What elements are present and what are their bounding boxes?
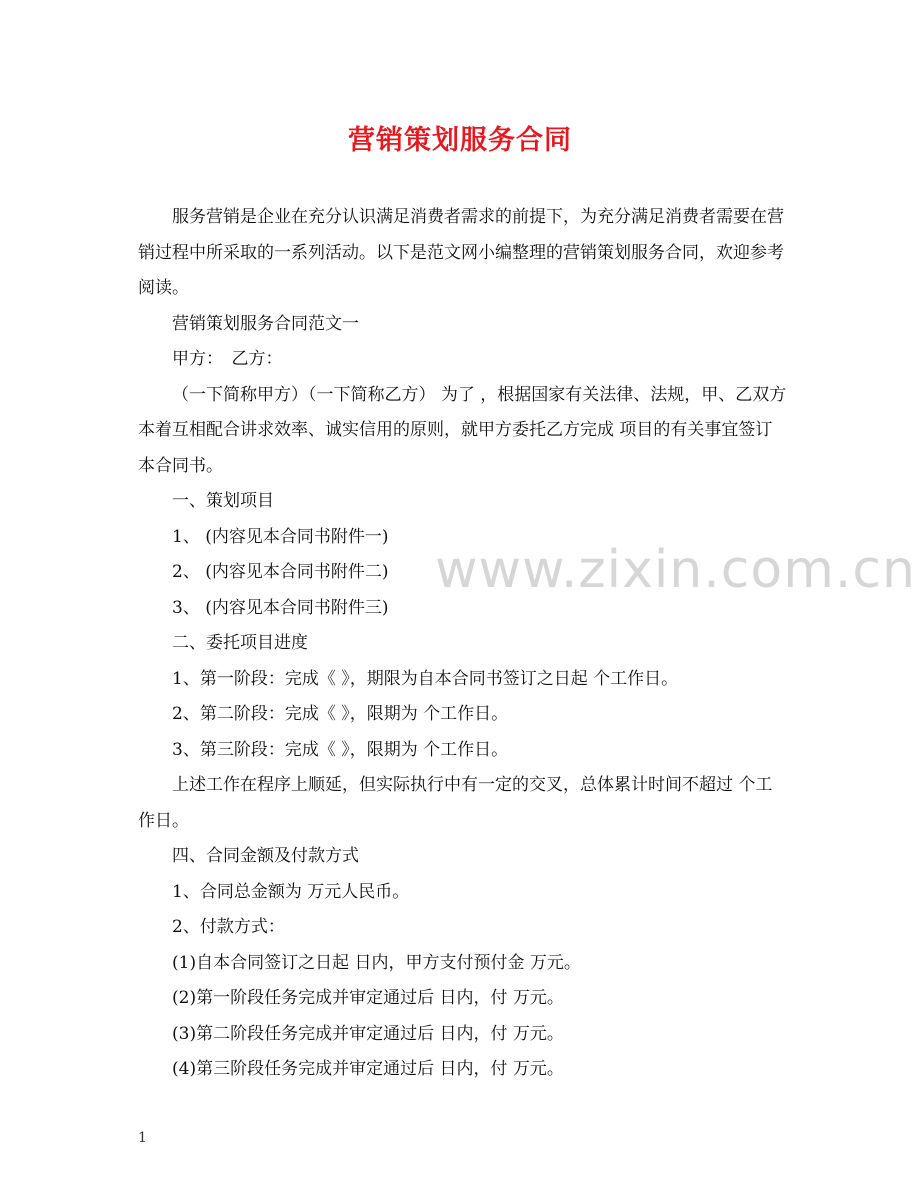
list-item: 2、 (内容见本合同书附件二) (172, 562, 389, 582)
paragraph: 营销策划服务合同范文一 (172, 313, 359, 334)
document-body (138, 200, 788, 1088)
list-item: 1、第一阶段：完成《 》，期限为自本合同书签订之日起 个工作日。 (172, 668, 679, 689)
paragraph: 甲方： 乙方： (172, 349, 283, 369)
paragraph: （一下简称甲方）（一下简称乙方） 为了 ，根据国家有关法律、法规，甲、乙双方本着互相配合讲求效率、诚实信用的原则，就甲方委托乙方完成 项目的有关事宜签订本合同书。 (138, 384, 787, 476)
list-item: 3、第三阶段：完成《 》，限期为 个工作日。 (172, 739, 509, 760)
list-item: 2、第二阶段：完成《 》，限期为 个工作日。 (172, 704, 509, 724)
list-item: 2、付款方式： (172, 917, 285, 937)
page-number: 1 (138, 1130, 147, 1146)
watermark: www.zixin.com.cn (435, 540, 916, 600)
list-item: 3、 (内容见本合同书附件三) (172, 597, 389, 618)
list-item: (2)第一阶段任务完成并审定通过后 日内，付 万元。 (172, 988, 564, 1008)
list-item: 1、 (内容见本合同书附件一) (172, 526, 389, 547)
list-item: 1、合同总金额为 万元人民币。 (172, 881, 410, 902)
list-item: (3)第二阶段任务完成并审定通过后 日内，付 万元。 (172, 1023, 564, 1044)
list-item: (1)自本合同签订之日起 日内，甲方支付预付金 万元。 (172, 952, 581, 973)
intro-paragraph: 服务营销是企业在充分认识满足消费者需求的前提下，为充分满足消费者需要在营销过程中所采取的一系列活动。以下是范文网小编整理的营销策划服务合同，欢迎参考阅读。 (138, 207, 784, 298)
section-heading: 二、委托项目进度 (172, 633, 308, 653)
list-item: (4)第三阶段任务完成并审定通过后 日内，付 万元。 (172, 1059, 564, 1079)
document-title: 营销策划服务合同 (348, 125, 572, 156)
paragraph: 上述工作在程序上顺延，但实际执行中有一定的交叉，总体累计时间不超过 个工作日。 (138, 775, 773, 831)
section-heading: 一、策划项目 (172, 491, 274, 511)
section-heading: 四、合同金额及付款方式 (172, 846, 359, 866)
